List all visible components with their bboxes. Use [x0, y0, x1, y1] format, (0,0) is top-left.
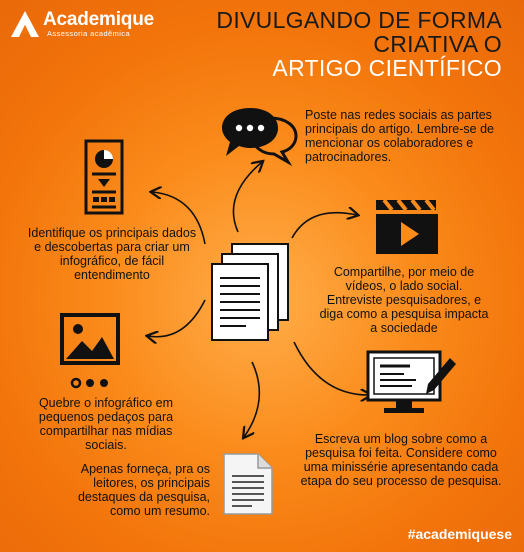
blog-monitor-icon	[366, 350, 458, 416]
tip-video-text: Compartilhe, por meio de vídeos, o lado social. Entreviste pesquisadores, e diga como a pesquisa impacta a sociedade	[319, 265, 489, 335]
logo-name: Academique	[43, 9, 154, 30]
tip-summary-text: Apenas forneça, pra os leitores, os principais destaques da pesquisa, como um resumo.	[77, 462, 210, 518]
title-line-1: DIVULGANDO DE FORMA	[216, 7, 502, 33]
arrow-to-summary	[244, 362, 259, 437]
infographic-icon	[84, 139, 124, 215]
hashtag: #academiquese	[407, 526, 512, 542]
tip-social-text: Poste nas redes sociais as partes principais do artigo. Lembre-se de mencionar os colaboradores e patrocinadores.	[305, 108, 494, 164]
tip-infographic-text: Identifique os principais dados e descobertas para criar um infográfico, de fácil entendimento	[27, 226, 197, 282]
video-clapper-icon	[374, 194, 440, 256]
title-line-2: CRIATIVA O	[373, 31, 502, 57]
arrow-to-social	[233, 162, 262, 232]
arrow-to-blog	[294, 342, 370, 395]
arrow-to-split	[148, 300, 205, 337]
documents-icon	[206, 242, 298, 352]
summary-document-icon	[222, 452, 274, 516]
logo-tagline: Assessoria acadêmica	[47, 29, 131, 38]
tip-blog-text: Escreva um blog sobre como a pesquisa foi feita. Considere como uma minissérie apresentando cada etapa do seu processo de pesquisa.	[300, 432, 502, 488]
arrow-to-video	[292, 213, 357, 238]
image-gallery-icon	[60, 313, 120, 391]
tip-split-text: Quebre o infográfico em pequenos pedaços para compartilhar nas mídias sociais.	[38, 396, 174, 452]
title-line-3: ARTIGO CIENTÍFICO	[272, 55, 502, 81]
chat-bubbles-icon	[222, 104, 300, 166]
